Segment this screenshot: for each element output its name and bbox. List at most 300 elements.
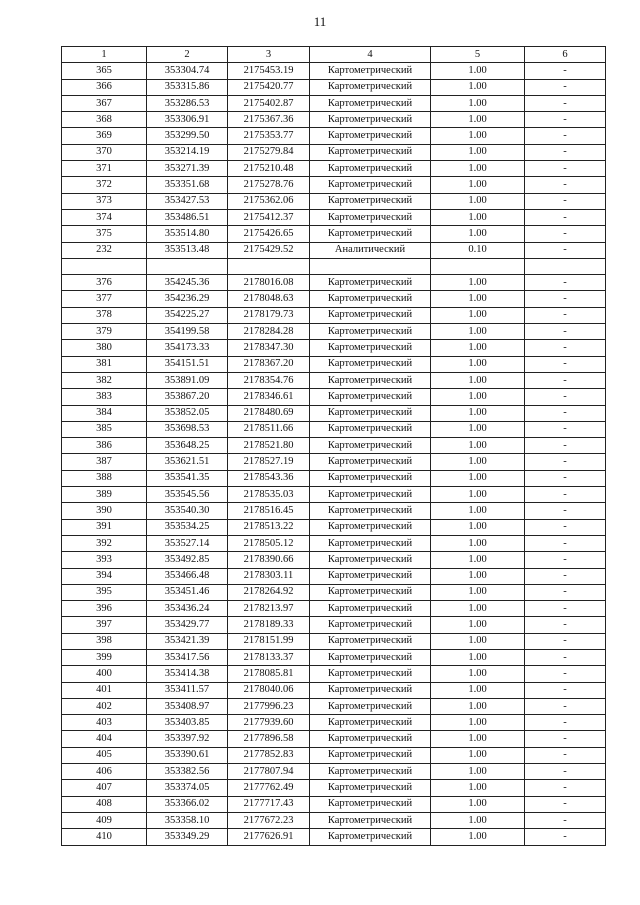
method-cell: Картометрический — [310, 144, 431, 160]
table-row — [62, 193, 606, 209]
table-row — [62, 226, 606, 242]
point-number-cell: 376 — [62, 275, 147, 291]
point-number-cell: 385 — [62, 421, 147, 437]
method-cell: Картометрический — [310, 715, 431, 731]
table-row — [62, 682, 606, 698]
point-number-cell: 372 — [62, 177, 147, 193]
table-row — [62, 747, 606, 763]
accuracy-cell: 1.00 — [431, 356, 525, 372]
method-cell: Картометрический — [310, 503, 431, 519]
table-header-row — [62, 47, 606, 63]
accuracy-cell: 1.00 — [431, 796, 525, 812]
accuracy-cell: 1.00 — [431, 780, 525, 796]
x-coordinate-cell: 353429.77 — [147, 617, 228, 633]
x-coordinate-cell: 353534.25 — [147, 519, 228, 535]
x-coordinate-cell: 353852.05 — [147, 405, 228, 421]
note-cell: - — [525, 389, 606, 405]
x-coordinate-cell: 353304.74 — [147, 63, 228, 79]
method-cell: Картометрический — [310, 95, 431, 111]
point-number-cell: 410 — [62, 829, 147, 845]
x-coordinate-cell: 353315.86 — [147, 79, 228, 95]
method-cell: Картометрический — [310, 552, 431, 568]
y-coordinate-cell: 2175429.52 — [228, 242, 310, 258]
method-cell: Картометрический — [310, 389, 431, 405]
point-number-cell: 409 — [62, 812, 147, 828]
method-cell: Картометрический — [310, 682, 431, 698]
method-cell: Картометрический — [310, 780, 431, 796]
point-number-cell: 388 — [62, 470, 147, 486]
method-cell: Картометрический — [310, 177, 431, 193]
note-cell: - — [525, 747, 606, 763]
note-cell: - — [525, 193, 606, 209]
table-row — [62, 161, 606, 177]
y-coordinate-cell: 2177996.23 — [228, 698, 310, 714]
x-coordinate-cell: 353540.30 — [147, 503, 228, 519]
note-cell: - — [525, 633, 606, 649]
x-coordinate-cell: 353492.85 — [147, 552, 228, 568]
accuracy-cell: 1.00 — [431, 682, 525, 698]
x-coordinate-cell: 353366.02 — [147, 796, 228, 812]
point-number-cell: 398 — [62, 633, 147, 649]
method-cell: Картометрический — [310, 421, 431, 437]
method-cell — [310, 258, 431, 274]
note-cell — [525, 258, 606, 274]
note-cell: - — [525, 63, 606, 79]
point-number-cell: 396 — [62, 601, 147, 617]
accuracy-cell: 1.00 — [431, 617, 525, 633]
method-cell: Картометрический — [310, 209, 431, 225]
accuracy-cell: 1.00 — [431, 666, 525, 682]
accuracy-cell: 1.00 — [431, 307, 525, 323]
y-coordinate-cell: 2175210.48 — [228, 161, 310, 177]
y-coordinate-cell: 2178354.76 — [228, 372, 310, 388]
note-cell: - — [525, 649, 606, 665]
method-cell: Картометрический — [310, 829, 431, 845]
x-coordinate-cell: 353358.10 — [147, 812, 228, 828]
point-number-cell: 371 — [62, 161, 147, 177]
y-coordinate-cell: 2175353.77 — [228, 128, 310, 144]
table-row — [62, 568, 606, 584]
table-row — [62, 324, 606, 340]
y-coordinate-cell: 2178480.69 — [228, 405, 310, 421]
y-coordinate-cell: 2178016.08 — [228, 275, 310, 291]
method-cell: Картометрический — [310, 617, 431, 633]
accuracy-cell: 1.00 — [431, 454, 525, 470]
y-coordinate-cell: 2177852.83 — [228, 747, 310, 763]
accuracy-cell: 1.00 — [431, 340, 525, 356]
accuracy-cell — [431, 258, 525, 274]
accuracy-cell: 1.00 — [431, 601, 525, 617]
point-number-cell: 365 — [62, 63, 147, 79]
table-row — [62, 780, 606, 796]
table-header — [62, 47, 606, 63]
y-coordinate-cell: 2177762.49 — [228, 780, 310, 796]
table-row — [62, 519, 606, 535]
x-coordinate-cell: 354173.33 — [147, 340, 228, 356]
note-cell: - — [525, 487, 606, 503]
accuracy-cell: 1.00 — [431, 487, 525, 503]
x-coordinate-cell: 353411.57 — [147, 682, 228, 698]
note-cell: - — [525, 95, 606, 111]
table-row — [62, 258, 606, 274]
point-number-cell: 403 — [62, 715, 147, 731]
method-cell: Картометрический — [310, 535, 431, 551]
method-cell: Картометрический — [310, 487, 431, 503]
y-coordinate-cell: 2178346.61 — [228, 389, 310, 405]
x-coordinate-cell: 353214.19 — [147, 144, 228, 160]
point-number-cell: 394 — [62, 568, 147, 584]
method-cell: Картометрический — [310, 128, 431, 144]
point-number-cell: 378 — [62, 307, 147, 323]
note-cell: - — [525, 519, 606, 535]
point-number-cell: 379 — [62, 324, 147, 340]
note-cell: - — [525, 79, 606, 95]
accuracy-cell: 1.00 — [431, 324, 525, 340]
point-number-cell: 366 — [62, 79, 147, 95]
x-coordinate-cell: 353351.68 — [147, 177, 228, 193]
y-coordinate-cell: 2178151.99 — [228, 633, 310, 649]
method-cell: Аналитический — [310, 242, 431, 258]
y-coordinate-cell: 2175412.37 — [228, 209, 310, 225]
table-row — [62, 829, 606, 845]
note-cell: - — [525, 764, 606, 780]
point-number-cell: 393 — [62, 552, 147, 568]
method-cell: Картометрический — [310, 601, 431, 617]
accuracy-cell: 1.00 — [431, 715, 525, 731]
x-coordinate-cell: 353514.80 — [147, 226, 228, 242]
table-row — [62, 177, 606, 193]
accuracy-cell: 1.00 — [431, 731, 525, 747]
x-coordinate-cell: 353621.51 — [147, 454, 228, 470]
point-number-cell: 404 — [62, 731, 147, 747]
accuracy-cell: 1.00 — [431, 519, 525, 535]
point-number-cell: 402 — [62, 698, 147, 714]
column-header: 6 — [525, 47, 606, 63]
point-number-cell: 375 — [62, 226, 147, 242]
point-number-cell: 389 — [62, 487, 147, 503]
y-coordinate-cell: 2178516.45 — [228, 503, 310, 519]
note-cell: - — [525, 275, 606, 291]
point-number-cell: 397 — [62, 617, 147, 633]
method-cell: Картометрический — [310, 291, 431, 307]
accuracy-cell: 1.00 — [431, 275, 525, 291]
y-coordinate-cell: 2178513.22 — [228, 519, 310, 535]
accuracy-cell: 1.00 — [431, 698, 525, 714]
accuracy-cell: 1.00 — [431, 144, 525, 160]
point-number-cell: 386 — [62, 438, 147, 454]
method-cell: Картометрический — [310, 275, 431, 291]
y-coordinate-cell: 2177896.58 — [228, 731, 310, 747]
point-number-cell: 391 — [62, 519, 147, 535]
x-coordinate-cell: 353541.35 — [147, 470, 228, 486]
x-coordinate-cell: 353349.29 — [147, 829, 228, 845]
method-cell: Картометрический — [310, 764, 431, 780]
table-row — [62, 112, 606, 128]
table-row — [62, 764, 606, 780]
x-coordinate-cell: 353867.20 — [147, 389, 228, 405]
point-number-cell — [62, 258, 147, 274]
method-cell: Картометрический — [310, 519, 431, 535]
table-row — [62, 470, 606, 486]
y-coordinate-cell: 2178511.66 — [228, 421, 310, 437]
note-cell: - — [525, 584, 606, 600]
accuracy-cell: 1.00 — [431, 209, 525, 225]
note-cell: - — [525, 177, 606, 193]
method-cell: Картометрический — [310, 372, 431, 388]
y-coordinate-cell: 2178367.20 — [228, 356, 310, 372]
y-coordinate-cell: 2178085.81 — [228, 666, 310, 682]
point-number-cell: 380 — [62, 340, 147, 356]
x-coordinate-cell: 353436.24 — [147, 601, 228, 617]
x-coordinate-cell: 353648.25 — [147, 438, 228, 454]
point-number-cell: 232 — [62, 242, 147, 258]
method-cell: Картометрический — [310, 747, 431, 763]
note-cell: - — [525, 405, 606, 421]
x-coordinate-cell: 353466.48 — [147, 568, 228, 584]
x-coordinate-cell: 353891.09 — [147, 372, 228, 388]
method-cell: Картометрический — [310, 340, 431, 356]
y-coordinate-cell: 2175367.36 — [228, 112, 310, 128]
page-number: 11 — [313, 14, 327, 29]
accuracy-cell: 1.00 — [431, 764, 525, 780]
accuracy-cell: 1.00 — [431, 829, 525, 845]
accuracy-cell: 1.00 — [431, 552, 525, 568]
method-cell: Картометрический — [310, 698, 431, 714]
note-cell: - — [525, 552, 606, 568]
accuracy-cell: 1.00 — [431, 63, 525, 79]
accuracy-cell: 1.00 — [431, 372, 525, 388]
y-coordinate-cell: 2178303.11 — [228, 568, 310, 584]
table-row — [62, 535, 606, 551]
y-coordinate-cell: 2177672.23 — [228, 812, 310, 828]
accuracy-cell: 1.00 — [431, 812, 525, 828]
point-number-cell: 383 — [62, 389, 147, 405]
x-coordinate-cell: 353421.39 — [147, 633, 228, 649]
method-cell: Картометрический — [310, 812, 431, 828]
note-cell: - — [525, 438, 606, 454]
note-cell: - — [525, 715, 606, 731]
table-row — [62, 584, 606, 600]
table-row — [62, 389, 606, 405]
point-number-cell: 367 — [62, 95, 147, 111]
note-cell: - — [525, 128, 606, 144]
table-row — [62, 487, 606, 503]
x-coordinate-cell: 353306.91 — [147, 112, 228, 128]
method-cell: Картометрический — [310, 633, 431, 649]
point-number-cell: 395 — [62, 584, 147, 600]
accuracy-cell: 1.00 — [431, 79, 525, 95]
method-cell: Картометрический — [310, 112, 431, 128]
y-coordinate-cell: 2178179.73 — [228, 307, 310, 323]
y-coordinate-cell: 2177939.60 — [228, 715, 310, 731]
table-row — [62, 340, 606, 356]
table-row — [62, 438, 606, 454]
x-coordinate-cell: 353286.53 — [147, 95, 228, 111]
note-cell: - — [525, 209, 606, 225]
column-header: 4 — [310, 47, 431, 63]
table-row — [62, 601, 606, 617]
table-row — [62, 633, 606, 649]
method-cell: Картометрический — [310, 731, 431, 747]
y-coordinate-cell: 2178133.37 — [228, 649, 310, 665]
accuracy-cell: 1.00 — [431, 747, 525, 763]
x-coordinate-cell: 353417.56 — [147, 649, 228, 665]
y-coordinate-cell: 2175279.84 — [228, 144, 310, 160]
y-coordinate-cell: 2178521.80 — [228, 438, 310, 454]
accuracy-cell: 1.00 — [431, 503, 525, 519]
x-coordinate-cell: 353299.50 — [147, 128, 228, 144]
column-header: 5 — [431, 47, 525, 63]
point-number-cell: 368 — [62, 112, 147, 128]
y-coordinate-cell: 2178264.92 — [228, 584, 310, 600]
table-row — [62, 209, 606, 225]
accuracy-cell: 1.00 — [431, 584, 525, 600]
method-cell: Картометрический — [310, 161, 431, 177]
accuracy-cell: 1.00 — [431, 291, 525, 307]
method-cell: Картометрический — [310, 584, 431, 600]
point-number-cell: 400 — [62, 666, 147, 682]
accuracy-cell: 1.00 — [431, 535, 525, 551]
y-coordinate-cell: 2178040.06 — [228, 682, 310, 698]
note-cell: - — [525, 503, 606, 519]
note-cell: - — [525, 535, 606, 551]
y-coordinate-cell: 2178284.28 — [228, 324, 310, 340]
table-row — [62, 63, 606, 79]
note-cell: - — [525, 161, 606, 177]
method-cell: Картометрический — [310, 666, 431, 682]
note-cell: - — [525, 112, 606, 128]
x-coordinate-cell: 353403.85 — [147, 715, 228, 731]
x-coordinate-cell: 354245.36 — [147, 275, 228, 291]
y-coordinate-cell: 2178189.33 — [228, 617, 310, 633]
note-cell: - — [525, 356, 606, 372]
table-row — [62, 79, 606, 95]
method-cell: Картометрический — [310, 226, 431, 242]
x-coordinate-cell: 353374.05 — [147, 780, 228, 796]
method-cell: Картометрический — [310, 356, 431, 372]
accuracy-cell: 1.00 — [431, 193, 525, 209]
point-number-cell: 370 — [62, 144, 147, 160]
note-cell: - — [525, 698, 606, 714]
y-coordinate-cell: 2175362.06 — [228, 193, 310, 209]
method-cell: Картометрический — [310, 63, 431, 79]
point-number-cell: 373 — [62, 193, 147, 209]
y-coordinate-cell: 2175426.65 — [228, 226, 310, 242]
point-number-cell: 406 — [62, 764, 147, 780]
note-cell: - — [525, 421, 606, 437]
point-number-cell: 390 — [62, 503, 147, 519]
y-coordinate-cell: 2178347.30 — [228, 340, 310, 356]
point-number-cell: 381 — [62, 356, 147, 372]
y-coordinate-cell: 2177807.94 — [228, 764, 310, 780]
method-cell: Картометрический — [310, 79, 431, 95]
note-cell: - — [525, 731, 606, 747]
method-cell: Картометрический — [310, 649, 431, 665]
table-row — [62, 698, 606, 714]
accuracy-cell: 1.00 — [431, 161, 525, 177]
point-number-cell: 405 — [62, 747, 147, 763]
table-row — [62, 242, 606, 258]
table-row — [62, 95, 606, 111]
x-coordinate-cell: 353451.46 — [147, 584, 228, 600]
x-coordinate-cell: 353527.14 — [147, 535, 228, 551]
note-cell: - — [525, 226, 606, 242]
note-cell: - — [525, 796, 606, 812]
accuracy-cell: 1.00 — [431, 649, 525, 665]
point-number-cell: 369 — [62, 128, 147, 144]
x-coordinate-cell: 353414.38 — [147, 666, 228, 682]
accuracy-cell: 1.00 — [431, 633, 525, 649]
table-row — [62, 649, 606, 665]
y-coordinate-cell: 2178535.03 — [228, 487, 310, 503]
note-cell: - — [525, 372, 606, 388]
x-coordinate-cell: 353408.97 — [147, 698, 228, 714]
method-cell: Картометрический — [310, 405, 431, 421]
table-row — [62, 372, 606, 388]
coordinates-table — [61, 46, 606, 846]
accuracy-cell: 1.00 — [431, 438, 525, 454]
x-coordinate-cell: 354151.51 — [147, 356, 228, 372]
method-cell: Картометрический — [310, 307, 431, 323]
y-coordinate-cell: 2178527.19 — [228, 454, 310, 470]
accuracy-cell: 1.00 — [431, 568, 525, 584]
note-cell: - — [525, 324, 606, 340]
table-row — [62, 715, 606, 731]
x-coordinate-cell: 353382.56 — [147, 764, 228, 780]
table-row — [62, 356, 606, 372]
x-coordinate-cell — [147, 258, 228, 274]
table-row — [62, 144, 606, 160]
note-cell: - — [525, 666, 606, 682]
x-coordinate-cell: 353271.39 — [147, 161, 228, 177]
table-row — [62, 552, 606, 568]
point-number-cell: 387 — [62, 454, 147, 470]
table-row — [62, 128, 606, 144]
note-cell: - — [525, 601, 606, 617]
point-number-cell: 377 — [62, 291, 147, 307]
accuracy-cell: 0.10 — [431, 242, 525, 258]
x-coordinate-cell: 353545.56 — [147, 487, 228, 503]
table-row — [62, 812, 606, 828]
accuracy-cell: 1.00 — [431, 128, 525, 144]
point-number-cell: 399 — [62, 649, 147, 665]
point-number-cell: 384 — [62, 405, 147, 421]
method-cell: Картометрический — [310, 193, 431, 209]
method-cell: Картометрический — [310, 796, 431, 812]
table-row — [62, 503, 606, 519]
y-coordinate-cell: 2177717.43 — [228, 796, 310, 812]
point-number-cell: 374 — [62, 209, 147, 225]
table-row — [62, 307, 606, 323]
column-header: 1 — [62, 47, 147, 63]
accuracy-cell: 1.00 — [431, 405, 525, 421]
note-cell: - — [525, 454, 606, 470]
note-cell: - — [525, 682, 606, 698]
accuracy-cell: 1.00 — [431, 470, 525, 486]
method-cell: Картометрический — [310, 470, 431, 486]
table-row — [62, 796, 606, 812]
y-coordinate-cell: 2177626.91 — [228, 829, 310, 845]
column-header: 3 — [228, 47, 310, 63]
table-row — [62, 666, 606, 682]
note-cell: - — [525, 291, 606, 307]
note-cell: - — [525, 812, 606, 828]
x-coordinate-cell: 353397.92 — [147, 731, 228, 747]
table-row — [62, 275, 606, 291]
accuracy-cell: 1.00 — [431, 421, 525, 437]
accuracy-cell: 1.00 — [431, 112, 525, 128]
accuracy-cell: 1.00 — [431, 389, 525, 405]
